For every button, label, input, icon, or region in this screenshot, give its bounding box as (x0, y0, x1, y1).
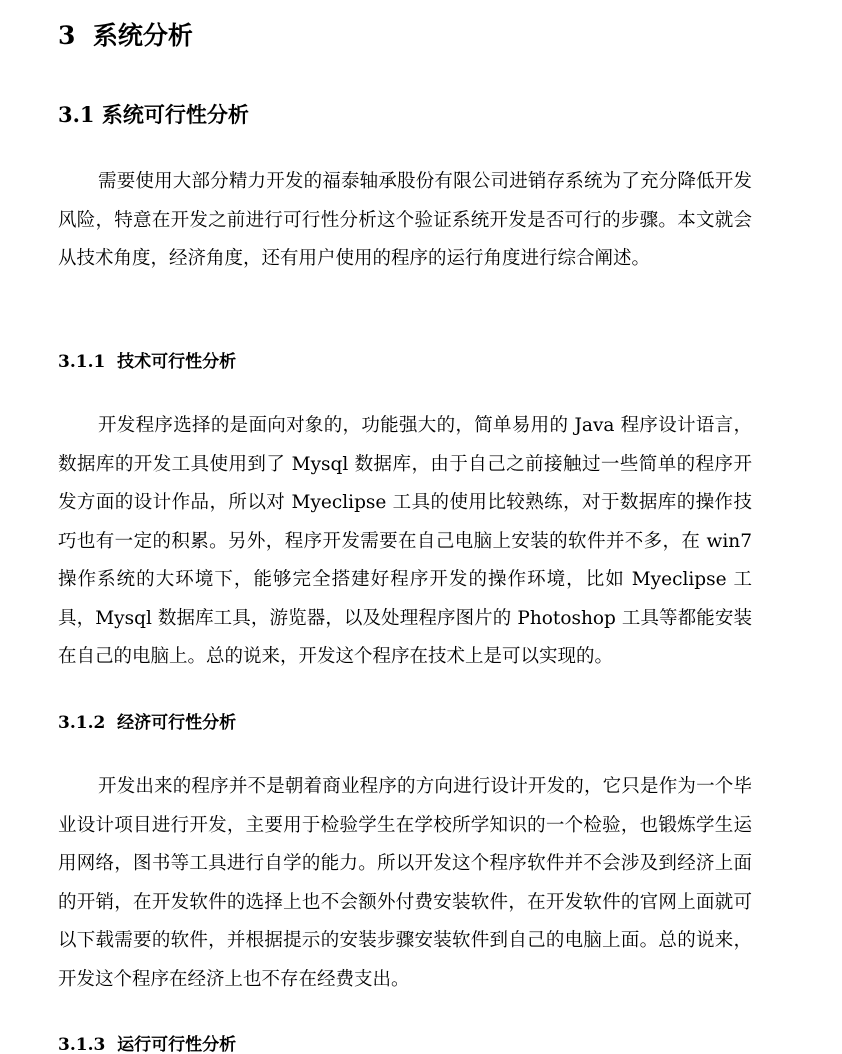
subsection-title: 运行可行性分析 (117, 1035, 237, 1054)
chapter-number: 3 (58, 21, 76, 50)
chapter-title: 系统分析 (92, 21, 193, 50)
section-intro-paragraph: 需要使用大部分精力开发的福泰轴承股份有限公司进销存系统为了充分降低开发风险，特意在开发之前进行可行性分析这个验证系统开发是否可行的步骤。本文就会从技术角度，经济角度，还有用户使用的程序的运行角度进行综合阐述。 (58, 171, 752, 269)
subsection-number: 3.1.2 (58, 713, 106, 733)
subsection-number: 3.1.3 (58, 1035, 106, 1054)
technical-feasibility-paragraph: 开发程序选择的是面向对象的，功能强大的，简单易用的 Java 程序设计语言，数据库的开发工具使用到了 Mysql 数据库，由于自己之前接触过一些简单的程序开发方面的设计作品，所以对 Myeclipse 工具的使用比较熟练，对于数据库的操作技巧也有一定的积累。另外，程序开发需要在自己电脑上安装的软件并不多，在 win7 操作系统的大环境下，能够完全搭建好程序开发的操作环境，比如 Myeclipse 工具，Mysql 数据库工具，游览器，以及处理程序图片的 Photoshop 工具等都能安装在自己的电脑上。总的说来，开发这个程序在技术上是可以实现的。 (58, 415, 752, 667)
subsection-heading-economic (58, 709, 236, 737)
section-title: 系统可行性分析 (101, 102, 249, 127)
chapter-heading (58, 18, 193, 54)
economic-feasibility-paragraph: 开发出来的程序并不是朝着商业程序的方向进行设计开发的，它只是作为一个毕业设计项目进行开发，主要用于检验学生在学校所学知识的一个检验，也锻炼学生运用网络，图书等工具进行自学的能力。所以开发这个程序软件并不会涉及到经济上面的开销，在开发软件的选择上也不会额外付费安装软件，在开发软件的官网上面就可以下载需要的软件，并根据提示的安装步骤安装软件到自己的电脑上面。总的说来，开发这个程序在经济上也不存在经费支出。 (58, 776, 752, 990)
subsection-title: 经济可行性分析 (117, 713, 237, 733)
section-heading (58, 99, 249, 131)
subsection-number: 3.1.1 (58, 352, 106, 372)
section-number: 3.1 (58, 102, 95, 127)
subsection-heading-operational (58, 1031, 236, 1054)
subsection-heading-technical (58, 348, 236, 376)
subsection-title: 技术可行性分析 (117, 352, 237, 372)
